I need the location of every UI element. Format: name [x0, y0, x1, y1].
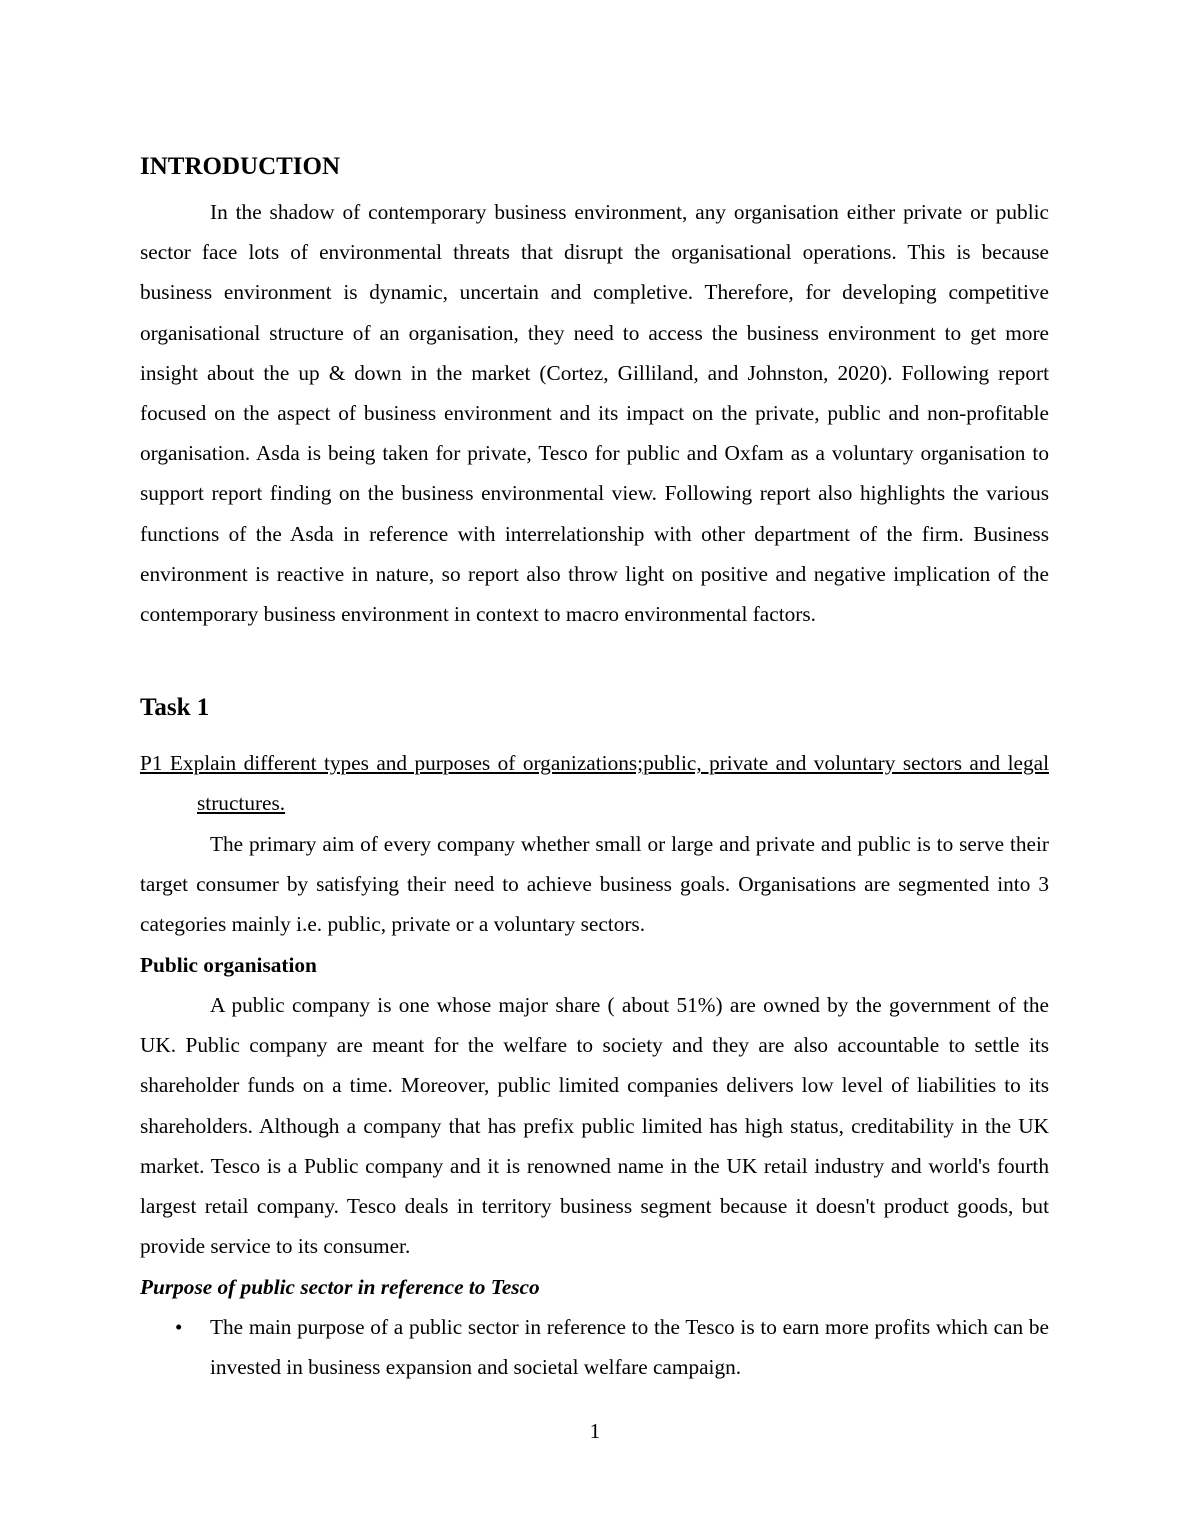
intro-paragraph: In the shadow of contemporary business environment, any organisation either private or public sector face lots of environmental threats that disrupt the organisational operations. This is because business environment is dynamic, uncertain and completive. Therefore, for developing competitive organisational structure of an organisation, they need to access the business environment to get more insight about the up & down in the market (Cortez, Gilliland, and Johnston, 2020). Following report focused on the aspect of business environment and its impact on the private, public and non-profitable organisation. Asda is being taken for private, Tesco for public and Oxfam as a voluntary organisation to support report finding on the business environmental view. Following report also highlights the various functions of the Asda in reference with interrelationship with other department of the firm. Business environment is reactive in nature, so report also throw light on positive and negative implication of the contemporary business environment in context to macro environmental factors. [140, 200, 1049, 627]
public-organisation-paragraph: A public company is one whose major share ( about 51%) are owned by the government of the UK. Public company are meant for the welfare to society and they are also accountable to settle its shareholder funds on a time. Moreover, public limited companies delivers low level of liabilities to its shareholders. Although a company that has prefix public limited has high status, creditability in the UK market. Tesco is a Public company and it is renowned name in the UK retail industry and world's fourth largest retail company. Tesco deals in territory business segment because it doesn't product goods, but provide service to its consumer. [140, 993, 1049, 1259]
purpose-bullet-list [140, 1307, 1049, 1387]
page-number: 1 [589, 1419, 601, 1443]
purpose-heading: Purpose of public sector in reference to Tesco [140, 1275, 540, 1299]
public-organisation-heading: Public organisation [140, 953, 317, 977]
intro-heading: INTRODUCTION [140, 153, 341, 180]
bullet-item [140, 1307, 1049, 1387]
task-heading: Task 1 [140, 694, 210, 721]
p1-paragraph: The primary aim of every company whether small or large and private and public is to serve their target consumer by satisfying their need to achieve business goals. Organisations are segmented into 3 categories mainly i.e. public, private or a voluntary sectors. [140, 832, 1049, 937]
bullet-icon: • [175, 1315, 183, 1339]
p1-question-heading: P1 Explain different types and purposes of organizations;public, private and voluntary sectors and legal structures. [140, 751, 1049, 816]
bullet-text: The main purpose of a public sector in reference to the Tesco is to earn more profits which can be invested in business expansion and societal welfare campaign. [210, 1315, 1049, 1380]
